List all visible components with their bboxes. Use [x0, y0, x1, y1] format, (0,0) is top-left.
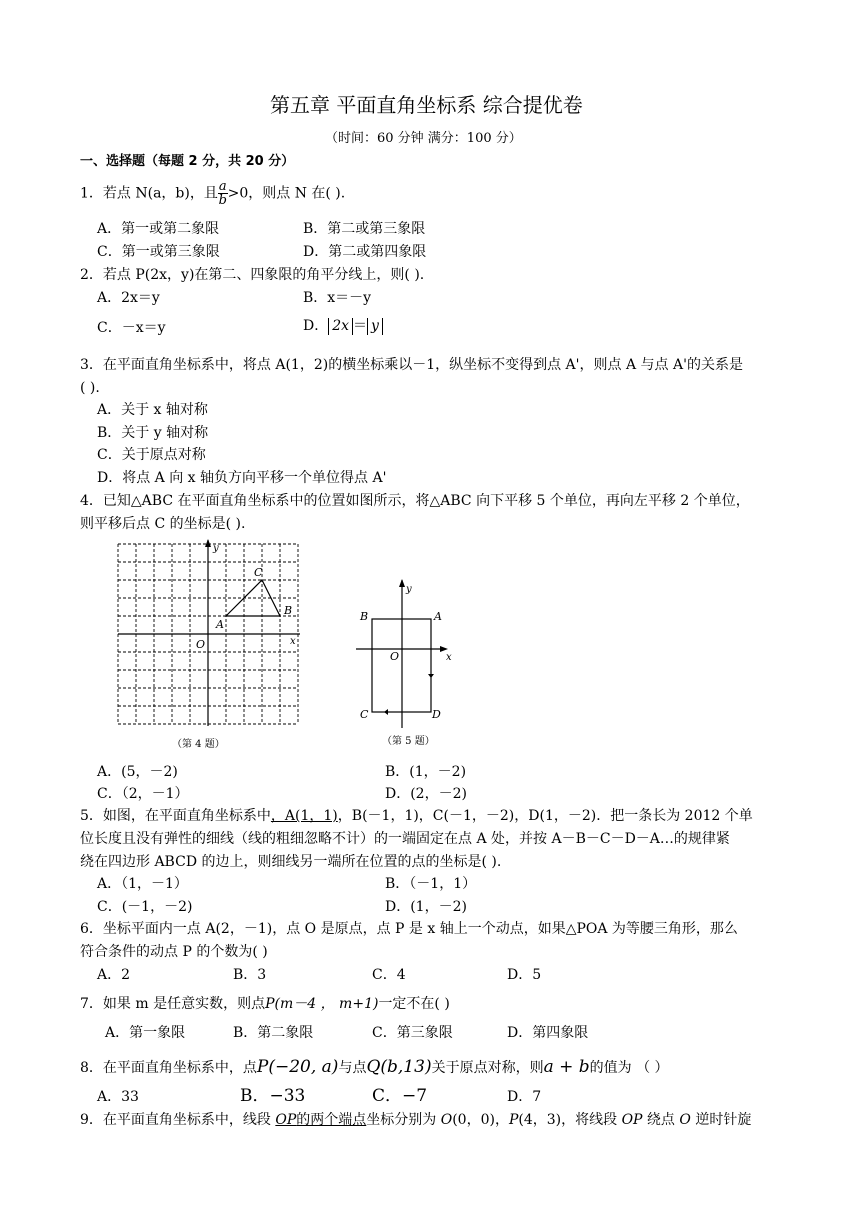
section-heading: 一、选择题（每题 2 分，共 20 分）: [80, 154, 295, 169]
question-4-line-2: 则平移后点 C 的坐标是( ).: [80, 516, 246, 532]
q2-option-b: B．x＝－y: [303, 290, 372, 306]
q8-option-d: D．7: [507, 1089, 542, 1105]
question-2-stem: 2．若点 P(2x，y)在第二、四象限的角平分线上，则( ).: [80, 267, 425, 283]
exam-meta: （时间：60 分钟 满分：100 分）: [325, 131, 522, 146]
q8-option-a: A．33: [97, 1089, 139, 1105]
q7-option-c: C．第三象限: [372, 1025, 453, 1041]
q5-option-b: B．（－1，1）: [385, 876, 477, 892]
figure-4-coordinate-grid: [110, 536, 300, 751]
fig4-label-y: y: [213, 543, 219, 554]
question-4-line-1: 4．已知△ABC 在平面直角坐标系中的位置如图所示，将△ABC 向下平移 5 个单位，再向左平移 2 个单位，: [80, 493, 750, 509]
fig5-label-y: y: [406, 584, 412, 595]
question-5-line-1: 5．如图，在平面直角坐标系中，A(1，1)，B(－1，1)，C(－1，－2)，D(1，－2)．把一条长为 2012 个单: [80, 808, 753, 824]
q6-option-b: B．3: [233, 967, 267, 983]
question-5-line-2: 位长度且没有弹性的细线（线的粗细忽略不计）的一端固定在点 A 处，并按 A－B－C－D－A…的规律紧: [80, 831, 730, 847]
q6-option-a: A．2: [97, 967, 131, 983]
fig4-label-x: x: [290, 636, 296, 647]
question-7-stem: 7．如果 m 是任意实数，则点P(m－4 ， m+1)一定不在( ): [80, 996, 450, 1012]
question-3-line-2: ( ).: [80, 380, 100, 396]
q3-option-b: B．关于 y 轴对称: [97, 425, 209, 441]
fig5-label-d: D: [432, 708, 441, 721]
q7-option-a: A．第一象限: [105, 1025, 186, 1041]
question-9-line-1: 9．在平面直角坐标系中，线段 OP的两个端点坐标分别为 O(0，0)，P(4，3)，将线段 OP 绕点 O 逆时针旋: [80, 1112, 752, 1128]
q1-option-d: D．第二或第四象限: [303, 244, 427, 260]
q4-option-c: C．（2，－1）: [97, 786, 189, 802]
q7-option-b: B．第二象限: [233, 1025, 314, 1041]
question-1-stem: 1．若点 N(a，b)，且 $\frac{a}{b}$ >0，则点 N 在( ).: [80, 179, 346, 208]
q4-option-b: B．(1，－2): [385, 764, 467, 780]
q1-option-c: C．第一或第三象限: [97, 244, 220, 260]
fig4-label-o: O: [196, 638, 206, 651]
q5-option-c: C．(－1，－2): [97, 899, 193, 915]
q5-option-a: A．（1，－1）: [97, 876, 188, 892]
figure-5-rectangle-diagram: [352, 578, 462, 753]
q1-option-a: A．第一或第二象限: [97, 221, 220, 237]
question-3-line-1: 3．在平面直角坐标系中，将点 A(1，2)的横坐标乘以－1，纵坐标不变得到点 A'，则点 A 与点 A'的关系是: [80, 357, 743, 373]
q2-option-c: C．－x＝y: [97, 320, 166, 336]
fig5-label-c: C: [360, 708, 369, 721]
q6-option-d: D．5: [507, 967, 542, 983]
q3-option-a: A．关于 x 轴对称: [97, 402, 208, 418]
fraction-a-over-b: $\frac{a}{b}$: [218, 179, 227, 208]
page-title: 第五章 平面直角坐标系 综合提优卷: [270, 93, 583, 117]
question-5-line-3: 绕在四边形 ABCD 的边上，则细线另一端所在位置的点的坐标是( ).: [80, 854, 502, 870]
q7-option-d: D．第四象限: [507, 1025, 589, 1041]
fig4-caption: （第 4 题）: [172, 739, 225, 750]
q1-option-b: B．第二或第三象限: [303, 221, 426, 237]
q7-point-expression: P(m－4 ， m+1): [265, 996, 379, 1012]
q8-option-c: C．−7: [372, 1086, 428, 1106]
q3-option-d: D．将点 A 向 x 轴负方向平移一个单位得点 A': [97, 470, 387, 486]
q2-option-d: D． 2x ＝ y: [303, 318, 383, 335]
q4-option-a: A．(5，－2): [97, 764, 178, 780]
question-6-line-2: 符合条件的动点 P 的个数为( ): [80, 944, 268, 960]
question-8-stem: 8．在平面直角坐标系中，点P(−20, a)与点Q(b,13)关于原点对称，则a + b的值为 （ ）: [80, 1057, 669, 1077]
fig4-label-b: B: [284, 604, 293, 617]
q3-option-c: C．关于原点对称: [97, 447, 206, 463]
fig5-label-x: x: [446, 652, 452, 663]
question-6-line-1: 6．坐标平面内一点 A(2，－1)，点 O 是原点，点 P 是 x 轴上一个动点，如果△POA 为等腰三角形，那么: [80, 921, 738, 937]
fig5-label-o: O: [390, 650, 400, 663]
q4-option-d: D．(2，－2): [385, 786, 467, 802]
q8-option-b: B．−33: [240, 1086, 306, 1106]
q2-option-a: A．2x＝y: [97, 290, 160, 306]
q6-option-c: C．4: [372, 967, 406, 983]
fig5-label-b: B: [360, 610, 369, 623]
fig5-label-a: A: [434, 610, 442, 623]
fig4-label-a: A: [216, 618, 224, 631]
fig4-label-c: C: [254, 566, 263, 579]
q5-option-d: D．(1，－2): [385, 899, 467, 915]
fig5-caption: （第 5 题）: [382, 736, 435, 747]
